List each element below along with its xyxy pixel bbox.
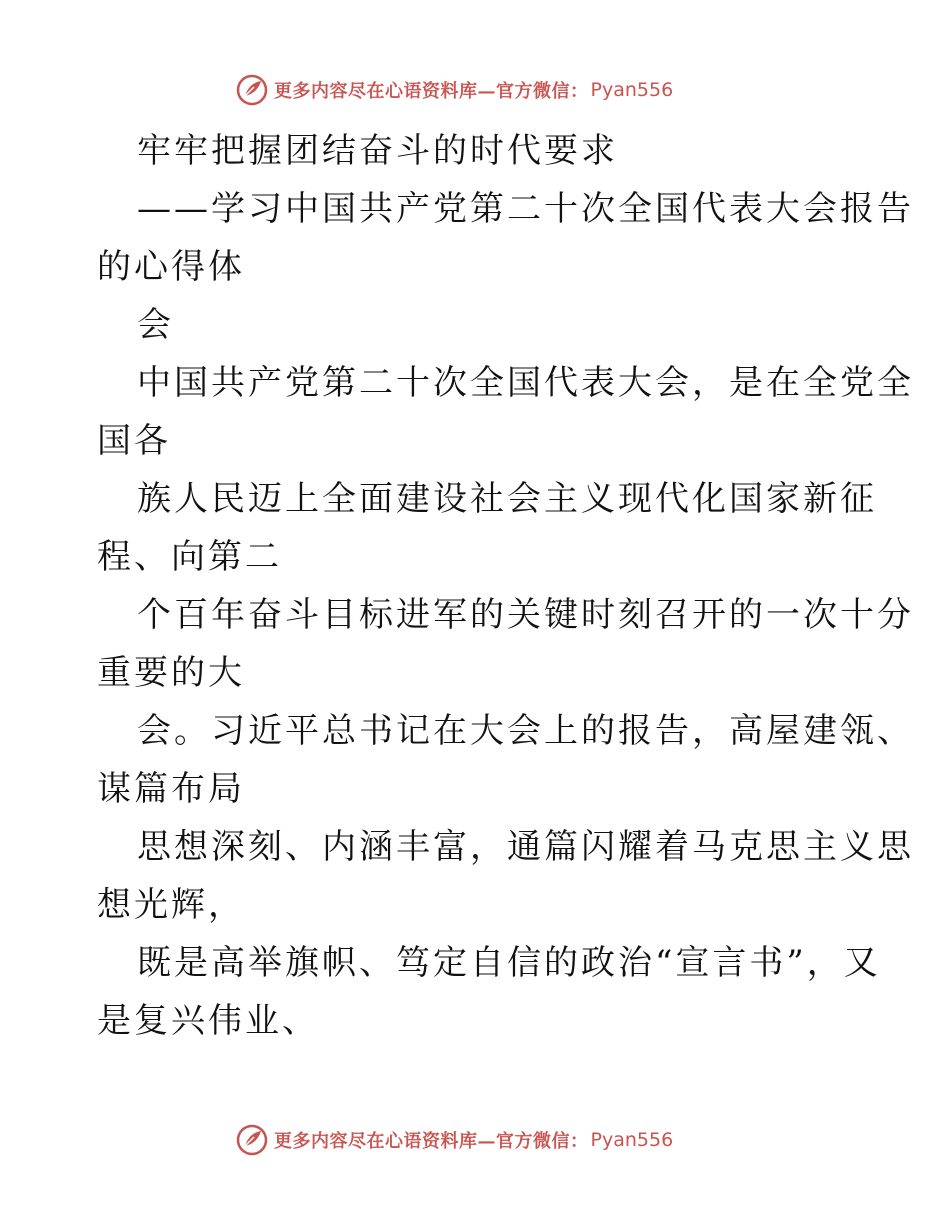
document-title: 牢牢把握团结奋斗的时代要求 bbox=[137, 131, 618, 171]
subtitle-continuation: 会 bbox=[137, 305, 174, 345]
paragraph-line: 重要的大 bbox=[97, 653, 245, 693]
red-leaf-logo-icon bbox=[236, 74, 268, 106]
paragraph-line: 国各 bbox=[97, 421, 171, 461]
footer-watermark bbox=[236, 1123, 673, 1157]
paragraph-line: 会。习近平总书记在大会上的报告，高屋建瓴、 bbox=[137, 711, 914, 751]
document-subtitle: ——学习中国共产党第二十次全国代表大会报告 bbox=[137, 189, 914, 229]
document-body bbox=[97, 122, 914, 1050]
paragraph-line: 个百年奋斗目标进军的关键时刻召开的一次十分 bbox=[137, 595, 914, 635]
header-watermark bbox=[236, 73, 673, 107]
paragraph-line: 是复兴伟业、 bbox=[97, 1001, 319, 1041]
watermark-text: 更多内容尽在心语资料库—官方微信： bbox=[274, 81, 589, 102]
paragraph-line: 族人民迈上全面建设社会主义现代化国家新征 bbox=[137, 479, 877, 519]
subtitle-continuation: 的心得体 bbox=[97, 247, 245, 287]
watermark-contact: Pyan556 bbox=[590, 79, 674, 101]
paragraph-line: 程、向第二 bbox=[97, 537, 282, 577]
paragraph-line: 中国共产党第二十次全国代表大会，是在全党全 bbox=[137, 363, 914, 403]
paragraph-line: 想光辉， bbox=[97, 885, 245, 925]
paragraph-line: 谋篇布局 bbox=[97, 769, 245, 809]
paragraph-line: 思想深刻、内涵丰富，通篇闪耀着马克思主义思 bbox=[137, 827, 914, 867]
red-leaf-logo-icon bbox=[236, 1124, 268, 1156]
paragraph-line: 既是高举旗帜、笃定自信的政治“宣言书”，又 bbox=[137, 943, 881, 983]
watermark-text: 更多内容尽在心语资料库—官方微信： bbox=[274, 1131, 589, 1152]
watermark-contact: Pyan556 bbox=[590, 1129, 674, 1151]
